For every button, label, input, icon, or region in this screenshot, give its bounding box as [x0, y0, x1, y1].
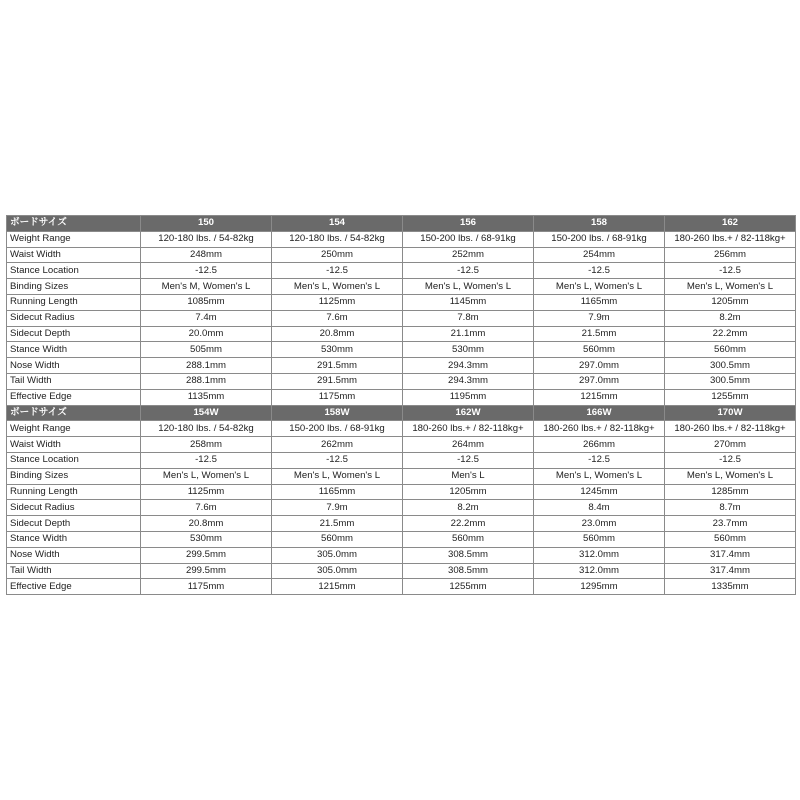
spec-value-cell: 258mm [141, 437, 272, 453]
spec-row [7, 452, 796, 468]
spec-row-label: Tail Width [7, 563, 141, 579]
spec-value-cell: Men's L, Women's L [665, 468, 796, 484]
board-size-header: 158W [272, 405, 403, 421]
spec-value-cell: Men's L, Women's L [534, 468, 665, 484]
spec-value-cell: -12.5 [534, 452, 665, 468]
spec-value-cell: 1215mm [272, 579, 403, 595]
spec-row [7, 500, 796, 516]
spec-value-cell: 180-260 lbs.+ / 82-118kg+ [403, 421, 534, 437]
spec-value-cell: 1335mm [665, 579, 796, 595]
spec-value-cell: Men's L, Women's L [272, 279, 403, 295]
spec-row-label: Tail Width [7, 373, 141, 389]
spec-row-label: Stance Width [7, 531, 141, 547]
board-size-header-label: ボードサイズ [7, 405, 141, 421]
board-size-header: 158 [534, 216, 665, 232]
spec-row-label: Waist Width [7, 437, 141, 453]
spec-value-cell: 300.5mm [665, 358, 796, 374]
spec-value-cell: 8.4m [534, 500, 665, 516]
spec-row-label: Effective Edge [7, 389, 141, 405]
spec-value-cell: 180-260 lbs.+ / 82-118kg+ [665, 231, 796, 247]
spec-row-label: Sidecut Depth [7, 326, 141, 342]
spec-value-cell: Men's L, Women's L [272, 468, 403, 484]
spec-value-cell: 1215mm [534, 389, 665, 405]
spec-row-label: Nose Width [7, 547, 141, 563]
spec-table-body [7, 216, 796, 595]
spec-value-cell: 1165mm [272, 484, 403, 500]
spec-value-cell: 299.5mm [141, 547, 272, 563]
spec-value-cell: 262mm [272, 437, 403, 453]
spec-value-cell: 560mm [534, 342, 665, 358]
spec-row [7, 373, 796, 389]
spec-value-cell: -12.5 [534, 263, 665, 279]
spec-value-cell: 560mm [272, 531, 403, 547]
spec-row-label: Sidecut Radius [7, 310, 141, 326]
spec-value-cell: 23.7mm [665, 516, 796, 532]
spec-row-label: Weight Range [7, 231, 141, 247]
spec-row-label: Stance Width [7, 342, 141, 358]
board-size-header: 154W [141, 405, 272, 421]
spec-value-cell: 1205mm [403, 484, 534, 500]
spec-value-cell: 264mm [403, 437, 534, 453]
spec-value-cell: 297.0mm [534, 373, 665, 389]
snowboard-spec-table [6, 215, 796, 595]
spec-value-cell: 560mm [403, 531, 534, 547]
spec-row [7, 358, 796, 374]
spec-row [7, 579, 796, 595]
spec-value-cell: 1295mm [534, 579, 665, 595]
spec-value-cell: 297.0mm [534, 358, 665, 374]
spec-value-cell: 120-180 lbs. / 54-82kg [141, 421, 272, 437]
spec-row [7, 531, 796, 547]
spec-value-cell: 150-200 lbs. / 68-91kg [534, 231, 665, 247]
spec-value-cell: 300.5mm [665, 373, 796, 389]
spec-row-label: Stance Location [7, 452, 141, 468]
spec-row [7, 484, 796, 500]
spec-value-cell: 254mm [534, 247, 665, 263]
spec-value-cell: 312.0mm [534, 563, 665, 579]
spec-value-cell: 560mm [665, 342, 796, 358]
spec-value-cell: 7.9m [534, 310, 665, 326]
spec-value-cell: 21.5mm [534, 326, 665, 342]
spec-value-cell: 305.0mm [272, 563, 403, 579]
spec-value-cell: 7.6m [272, 310, 403, 326]
spec-row [7, 547, 796, 563]
spec-value-cell: 22.2mm [403, 516, 534, 532]
spec-row [7, 231, 796, 247]
spec-value-cell: 1165mm [534, 294, 665, 310]
spec-row-label: Sidecut Radius [7, 500, 141, 516]
spec-row [7, 326, 796, 342]
spec-value-cell: 120-180 lbs. / 54-82kg [272, 231, 403, 247]
spec-value-cell: 20.0mm [141, 326, 272, 342]
board-size-header: 170W [665, 405, 796, 421]
spec-value-cell: 266mm [534, 437, 665, 453]
spec-value-cell: -12.5 [665, 263, 796, 279]
spec-value-cell: 299.5mm [141, 563, 272, 579]
spec-value-cell: 150-200 lbs. / 68-91kg [403, 231, 534, 247]
spec-value-cell: 1255mm [665, 389, 796, 405]
spec-value-cell: 291.5mm [272, 373, 403, 389]
spec-value-cell: 308.5mm [403, 547, 534, 563]
spec-value-cell: 120-180 lbs. / 54-82kg [141, 231, 272, 247]
spec-row-label: Binding Sizes [7, 279, 141, 295]
spec-value-cell: -12.5 [141, 452, 272, 468]
spec-row [7, 389, 796, 405]
spec-value-cell: 312.0mm [534, 547, 665, 563]
spec-value-cell: 294.3mm [403, 373, 534, 389]
spec-value-cell: 7.9m [272, 500, 403, 516]
spec-row [7, 279, 796, 295]
spec-value-cell: 530mm [403, 342, 534, 358]
spec-row-label: Running Length [7, 484, 141, 500]
spec-value-cell: 288.1mm [141, 373, 272, 389]
spec-row-label: Sidecut Depth [7, 516, 141, 532]
spec-value-cell: 150-200 lbs. / 68-91kg [272, 421, 403, 437]
spec-value-cell: 560mm [665, 531, 796, 547]
spec-row [7, 421, 796, 437]
spec-value-cell: 317.4mm [665, 547, 796, 563]
spec-row [7, 310, 796, 326]
spec-value-cell: 294.3mm [403, 358, 534, 374]
spec-value-cell: Men's M, Women's L [141, 279, 272, 295]
spec-value-cell: 1125mm [141, 484, 272, 500]
board-size-header: 166W [534, 405, 665, 421]
spec-row-label: Binding Sizes [7, 468, 141, 484]
spec-row [7, 516, 796, 532]
board-size-header: 150 [141, 216, 272, 232]
spec-value-cell: 530mm [272, 342, 403, 358]
spec-value-cell: 308.5mm [403, 563, 534, 579]
spec-row-label: Stance Location [7, 263, 141, 279]
size-header-row [7, 405, 796, 421]
spec-value-cell: 1125mm [272, 294, 403, 310]
spec-value-cell: 505mm [141, 342, 272, 358]
spec-value-cell: 270mm [665, 437, 796, 453]
spec-value-cell: 180-260 lbs.+ / 82-118kg+ [665, 421, 796, 437]
spec-value-cell: 1175mm [141, 579, 272, 595]
size-header-row [7, 216, 796, 232]
spec-row [7, 437, 796, 453]
spec-value-cell: 1135mm [141, 389, 272, 405]
spec-value-cell: 20.8mm [141, 516, 272, 532]
spec-value-cell: 1195mm [403, 389, 534, 405]
spec-value-cell: 288.1mm [141, 358, 272, 374]
spec-row-label: Weight Range [7, 421, 141, 437]
spec-value-cell: 1205mm [665, 294, 796, 310]
spec-value-cell: Men's L, Women's L [141, 468, 272, 484]
spec-value-cell: 1285mm [665, 484, 796, 500]
spec-value-cell: Men's L, Women's L [665, 279, 796, 295]
spec-row [7, 294, 796, 310]
spec-value-cell: -12.5 [665, 452, 796, 468]
spec-value-cell: 317.4mm [665, 563, 796, 579]
spec-value-cell: 7.8m [403, 310, 534, 326]
spec-value-cell: 180-260 lbs.+ / 82-118kg+ [534, 421, 665, 437]
spec-value-cell: -12.5 [141, 263, 272, 279]
spec-value-cell: Men's L [403, 468, 534, 484]
spec-value-cell: 8.7m [665, 500, 796, 516]
spec-value-cell: 1245mm [534, 484, 665, 500]
board-size-header: 162 [665, 216, 796, 232]
spec-value-cell: Men's L, Women's L [403, 279, 534, 295]
spec-value-cell: 252mm [403, 247, 534, 263]
spec-value-cell: 21.5mm [272, 516, 403, 532]
spec-value-cell: 305.0mm [272, 547, 403, 563]
spec-value-cell: 21.1mm [403, 326, 534, 342]
spec-value-cell: 248mm [141, 247, 272, 263]
spec-value-cell: 7.6m [141, 500, 272, 516]
spec-value-cell: -12.5 [272, 452, 403, 468]
spec-value-cell: -12.5 [403, 263, 534, 279]
spec-value-cell: 8.2m [665, 310, 796, 326]
spec-table-container [6, 215, 796, 595]
spec-row [7, 247, 796, 263]
spec-value-cell: 560mm [534, 531, 665, 547]
spec-value-cell: 250mm [272, 247, 403, 263]
spec-value-cell: -12.5 [272, 263, 403, 279]
spec-row [7, 563, 796, 579]
spec-value-cell: 22.2mm [665, 326, 796, 342]
spec-value-cell: 530mm [141, 531, 272, 547]
spec-row-label: Waist Width [7, 247, 141, 263]
spec-value-cell: 1255mm [403, 579, 534, 595]
spec-value-cell: 291.5mm [272, 358, 403, 374]
spec-value-cell: 23.0mm [534, 516, 665, 532]
spec-row-label: Running Length [7, 294, 141, 310]
spec-value-cell: Men's L, Women's L [534, 279, 665, 295]
spec-value-cell: 1145mm [403, 294, 534, 310]
board-size-header: 156 [403, 216, 534, 232]
board-size-header: 154 [272, 216, 403, 232]
spec-value-cell: -12.5 [403, 452, 534, 468]
board-size-header: 162W [403, 405, 534, 421]
board-size-header-label: ボードサイズ [7, 216, 141, 232]
spec-row [7, 342, 796, 358]
spec-row-label: Effective Edge [7, 579, 141, 595]
spec-row [7, 263, 796, 279]
spec-value-cell: 7.4m [141, 310, 272, 326]
spec-value-cell: 1085mm [141, 294, 272, 310]
spec-value-cell: 1175mm [272, 389, 403, 405]
spec-value-cell: 20.8mm [272, 326, 403, 342]
spec-value-cell: 8.2m [403, 500, 534, 516]
spec-row [7, 468, 796, 484]
spec-row-label: Nose Width [7, 358, 141, 374]
spec-value-cell: 256mm [665, 247, 796, 263]
